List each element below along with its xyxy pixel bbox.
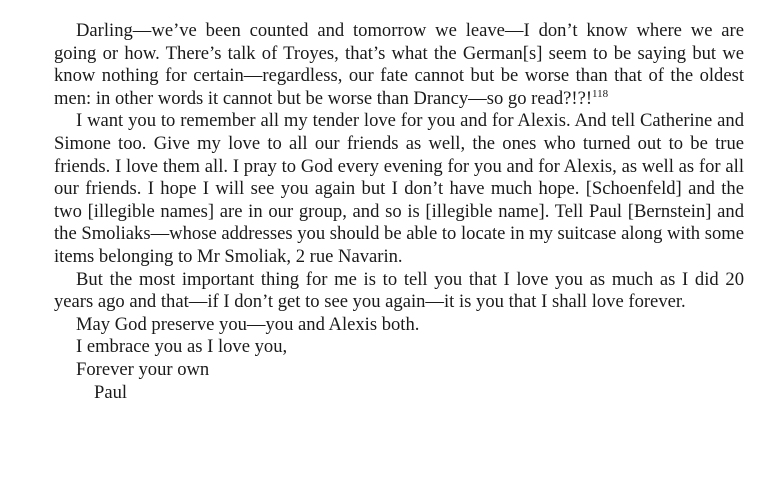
paragraph-2: I want you to remember all my tender love for you and for Alexis. And tell Catherine and Simone too. Give my love to all our friends as well, the ones who turned out to be true friends. I love them all. I pray to God every evening for you and for Alexis, as well as for all our friends. I hope I will see you again but I don’t have much hope. [Schoenfeld] and the two [illegible names] are in our group, and so is [illegible name]. Tell Paul [Bernstein] and the Smoliaks—whose addresses you should be able to locate in my suitcase along with some items belonging to Mr Smoliak, 2 rue Navarin. bbox=[54, 110, 744, 267]
paragraph-3: But the most important thing for me is to tell you that I love you as much as I did 20 years ago and that—if I don’t get to see you again—it is you that I shall love forever. bbox=[54, 268, 744, 313]
closing-line-1: May God preserve you—you and Alexis both. bbox=[76, 313, 420, 335]
closing-line-2: I embrace you as I love you, bbox=[76, 336, 288, 358]
paragraph-1 bbox=[54, 20, 744, 110]
footnote-marker: 118 bbox=[592, 87, 609, 100]
paragraph-1-text: Darling—we’ve been counted and tomorrow we leave—I don’t know where we are going or how. There’s talk of Troyes, that’s what the German[s] seem to be saying but we know nothing for certain—regardless, our fate cannot but be worse than that of the oldest men: in other words it cannot but be worse than Drancy—so go read?!?! bbox=[54, 20, 744, 109]
signature: Paul bbox=[94, 381, 128, 403]
closing-line-3: Forever your own bbox=[76, 358, 210, 380]
